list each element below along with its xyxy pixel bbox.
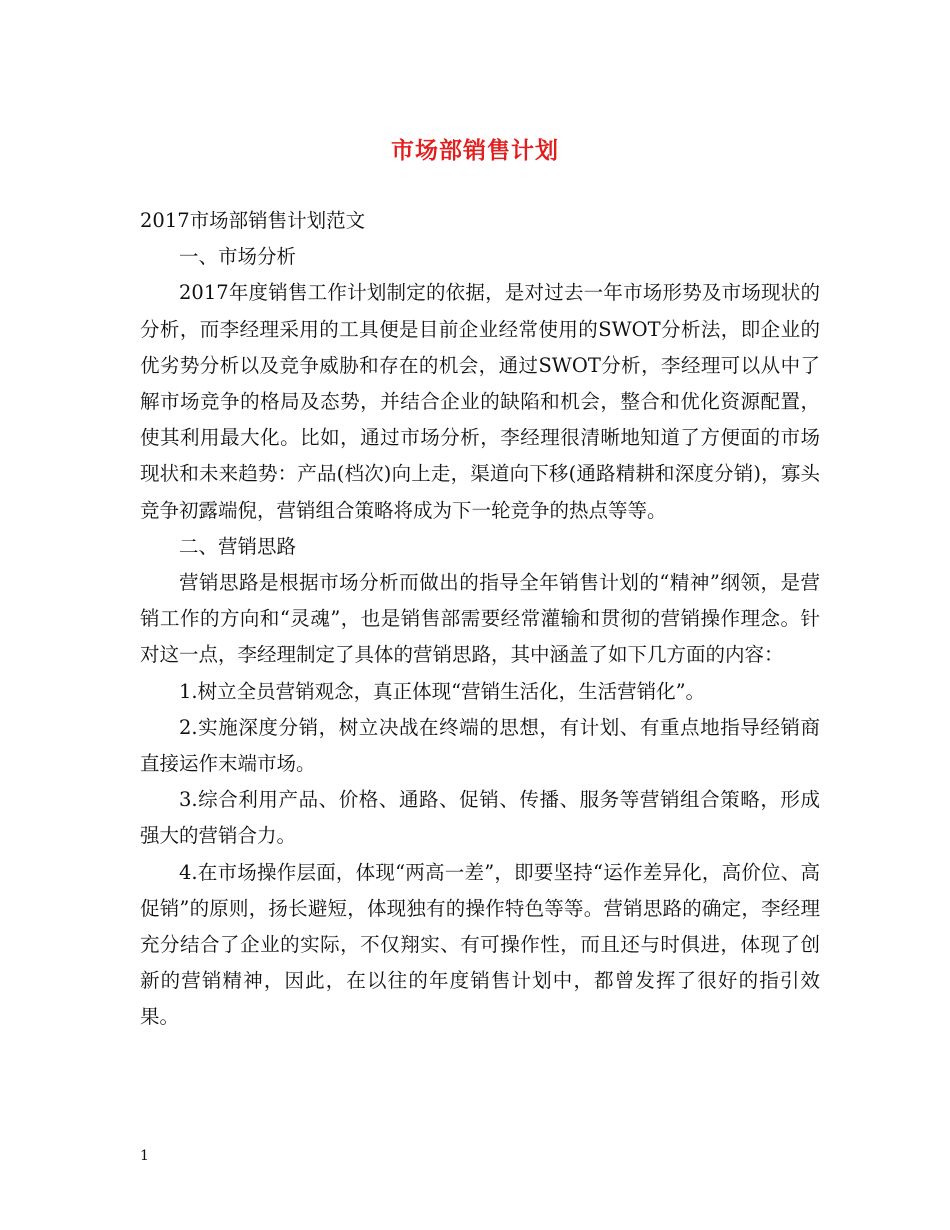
list-item-4: 4.在市场操作层面，体现“两高一差”，即要坚持“运作差异化，高价位、高促销”的原则，扬长避短，体现独有的操作特色等等。营销思路的确定，李经理充分结合了企业的实际，不仅翔实、有可操作性，而且还与时俱进，体现了创新的营销精神，因此，在以往的年度销售计划中，都曾发挥了很好的指引效果。: [140, 860, 820, 1029]
paragraph-market-analysis: 2017年度销售工作计划制定的依据，是对过去一年市场形势及市场现状的分析，而李经理采用的工具便是目前企业经常使用的SWOT分析法，即企业的优劣势分析以及竞争威胁和存在的机会，通过SWOT分析，李经理可以从中了解市场竞争的格局及态势，并结合企业的缺陷和机会，整合和优化资源配置，使其利用最大化。比如，通过市场分析，李经理很清晰地知道了方便面的市场现状和未来趋势：产品(档次)向上走，渠道向下移(通路精耕和深度分销)，寡头竞争初露端倪，营销组合策略将成为下一轮竞争的热点等等。: [140, 281, 820, 522]
list-item-1: 1.树立全员营销观念，真正体现“营销生活化，生活营销化”。: [179, 679, 706, 703]
list-item-3: 3.综合利用产品、价格、通路、促销、传播、服务等营销组合策略，形成强大的营销合力。: [140, 788, 820, 848]
section-heading-marketing-ideas: 二、营销思路: [179, 534, 297, 558]
document-subtitle: 2017市场部销售计划范文: [140, 209, 366, 232]
page-number: 1: [140, 1148, 149, 1164]
paragraph-marketing-ideas: 营销思路是根据市场分析而做出的指导全年销售计划的“精神”纲领，是营销工作的方向和“灵魂”，也是销售部需要经常灌输和贯彻的营销操作理念。针对这一点，李经理制定了具体的营销思路，其中涵盖了如下几方面的内容：: [140, 571, 820, 667]
page-title: 市场部销售计划: [391, 137, 559, 164]
list-item-2: 2.实施深度分销，树立决战在终端的思想，有计划、有重点地指导经销商直接运作末端市场。: [140, 715, 820, 776]
document-body: [140, 203, 820, 1036]
section-heading-market-analysis: 一、市场分析: [179, 245, 297, 269]
